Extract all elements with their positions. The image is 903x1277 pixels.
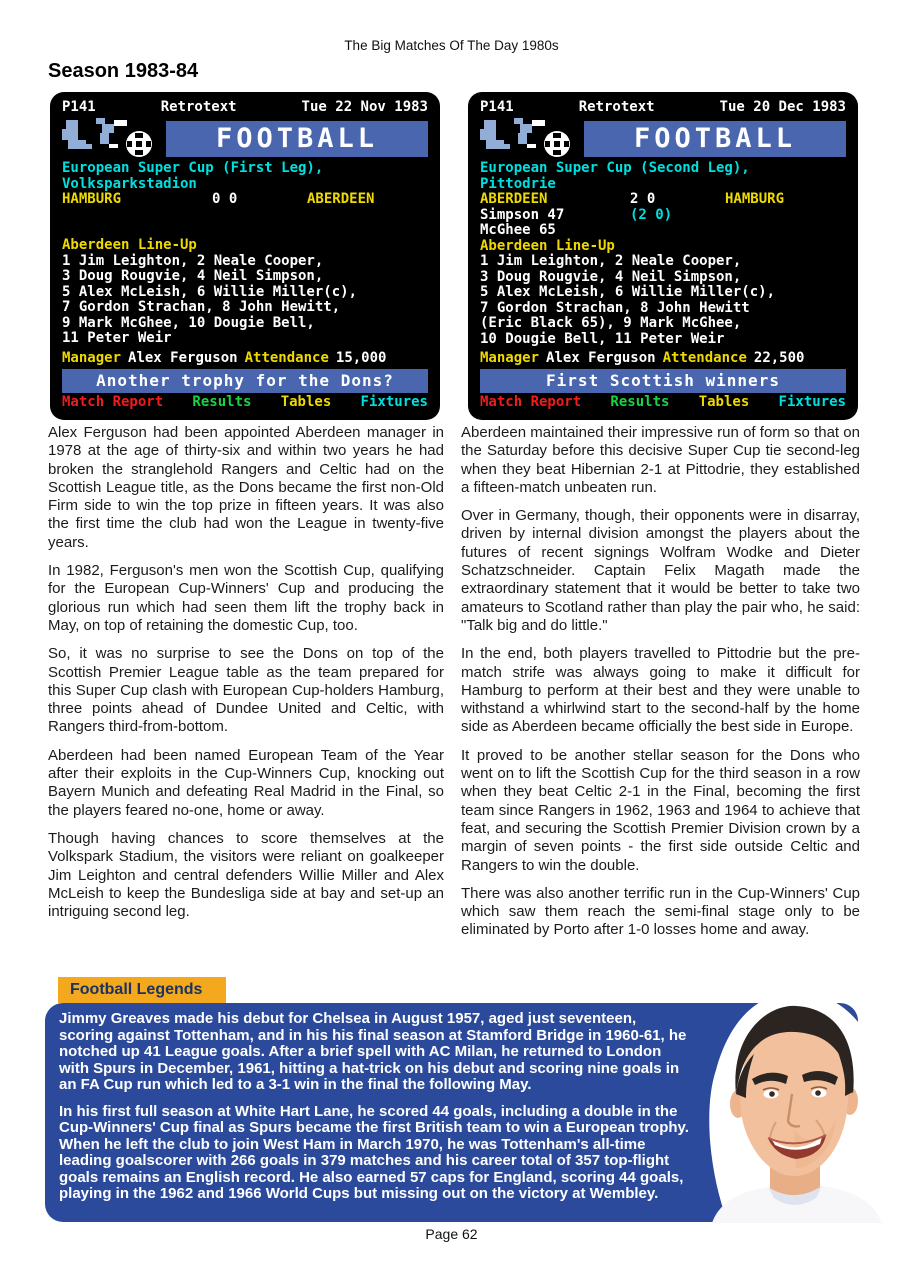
football-title-text: FOOTBALL (215, 123, 379, 155)
lineup-line: 9 Mark McGhee, 10 Dougie Bell, (62, 314, 315, 331)
teletext-service-name: Retrotext (160, 99, 237, 115)
score-row (62, 192, 428, 208)
teletext-logo-row (480, 118, 846, 160)
lineup-line: 1 Jim Leighton, 2 Neale Cooper, (62, 252, 324, 269)
football-boot-logo-icon (62, 118, 162, 160)
manager-label: Manager (62, 349, 122, 366)
fastext-link-tables: Tables (280, 394, 332, 410)
score-area (62, 192, 428, 238)
teletext-page-number: P141 (480, 99, 514, 115)
fastext-nav (480, 395, 846, 412)
legends-text (59, 1011, 691, 1203)
scorer: Simpson 47 (480, 206, 565, 223)
attendance-value: 22,500 (753, 349, 805, 366)
score-row (480, 192, 846, 208)
fastext-link-fixtures: Fixtures (360, 394, 428, 410)
manager-name: Alex Ferguson (128, 349, 238, 366)
lineup-line: 10 Dougie Bell, 11 Peter Weir (480, 330, 725, 347)
football-boot-logo-icon (480, 118, 580, 160)
teletext-service-name: Retrotext (578, 99, 655, 115)
competition-line: European Super Cup (First Leg), (62, 160, 324, 176)
lineup-line: 7 Gordon Strachan, 8 John Hewitt (480, 299, 750, 316)
page-title: Season 1983-84 (48, 60, 199, 82)
football-title-bar (584, 121, 846, 157)
legends-paragraph: In his first full season at White Hart Lane, he scored 44 goals, including a double in the Cup-Winners' Cup final as Spurs became the first British team to win a European trophy. When he left the club to join West Ham in March 1970, he was Tottenham's all-time leading goalscorer with 266 goals in 379 matches and his career total of 357 top-flight goals remains an English record. He also earned 57 caps for England, scoring 44 goals, playing in the 1962 and 1966 World Cups but missing out on the victory at Wembley. (59, 1102, 689, 1202)
article-column-right (461, 424, 860, 950)
lineup-line: 3 Doug Rougvie, 4 Neil Simpson, (480, 268, 742, 285)
article-column-left (48, 424, 444, 931)
teletext-logo-row (62, 118, 428, 160)
venue-line: Volksparkstadion (62, 175, 197, 192)
legends-paragraph: Jimmy Greaves made his debut for Chelsea in August 1957, aged just seventeen, scoring against Tottenham, and in his his final season at Stamford Bridge in 1960-61, he notched up 41 League goals. After a brief spell with AC Milan, he returned to London with Spurs in December, 1961, hitting a hat-trick on his debut and scoring nine goals in an FA Cup run which led to a 3-1 win in the final the following May. (59, 1010, 687, 1093)
fastext-link-results: Results (192, 394, 252, 410)
attendance-label: Attendance (662, 349, 747, 366)
home-team: HAMBURG (62, 191, 122, 207)
manager-attendance-row (62, 351, 428, 367)
football-title-bar (166, 121, 428, 157)
lineup-line: 3 Doug Rougvie, 4 Neil Simpson, (62, 268, 324, 285)
aggregate-score: (2 0) (630, 206, 673, 223)
score: 0 0 (212, 191, 238, 207)
attendance-label: Attendance (244, 349, 329, 366)
headline-bar: First Scottish winners (480, 369, 846, 393)
legends-banner: Football Legends (58, 977, 226, 1003)
attendance-value: 15,000 (335, 349, 387, 366)
scorer-row (480, 223, 846, 239)
manager-name: Alex Ferguson (546, 349, 656, 366)
fastext-link-tables: Tables (698, 394, 750, 410)
fastext-link-match-report: Match Report (62, 394, 164, 410)
home-team: ABERDEEN (480, 191, 548, 207)
teletext-panel-second-leg (468, 92, 858, 420)
paragraph: Aberdeen had been named European Team of the Year after their exploits in the Cup-Winners Cup, knocking out Bayern Munich and defeating Real Madrid in the Final, so the players feared no-one, home or away. (48, 746, 444, 819)
headline-bar: Another trophy for the Dons? (62, 369, 428, 393)
paragraph: There was also another terrific run in the Cup-Winners' Cup which saw them reach the semi-final stage only to be eliminated by Porto after 1-0 losses home and away. (461, 884, 860, 939)
fastext-nav (62, 395, 428, 412)
fastext-link-fixtures: Fixtures (778, 394, 846, 410)
teletext-header-row (480, 100, 846, 116)
away-team: HAMBURG (725, 191, 785, 207)
lineup-line: 5 Alex McLeish, 6 Willie Miller(c), (62, 283, 358, 300)
page-number: Page 62 (425, 1226, 478, 1242)
teletext-date: Tue 22 Nov 1983 (301, 99, 428, 115)
teletext-panel-first-leg (50, 92, 440, 420)
competition-line: European Super Cup (Second Leg), (480, 160, 750, 176)
scorer-row (480, 208, 846, 224)
paragraph: Aberdeen maintained their impressive run of form so that on the Saturday before this decisive Super Cup tie second-leg when they beat Hibernian 2-1 at Pittodrie, they established a fifteen-match unbeaten run. (461, 424, 860, 496)
fastext-link-match-report: Match Report (480, 394, 582, 410)
lineup-line: 11 Peter Weir (62, 330, 172, 347)
lineup-title: Aberdeen Line-Up (480, 237, 615, 254)
score: 2 0 (630, 191, 656, 207)
teletext-header-row (62, 100, 428, 116)
paragraph: Though having chances to score themselves at the Volkspark Stadium, the visitors were reliant on goalkeeper Jim Leighton and central defenders Willie Miller and Alex McLeish to keep the Bundesliga side at bay and set-up an intriguing second leg. (48, 829, 444, 921)
paragraph: Over in Germany, though, their opponents were in disarray, driven by internal division amongst the players about the futures of recent signings Wolfram Wodke and Dieter Schatzschneider. Captain Felix Magath made the extraordinary statement that it would be better to take two amateurs to Scotland rather than play the pair who, he said: "Talk big and do little." (461, 507, 860, 634)
football-title-text: FOOTBALL (633, 123, 797, 155)
lineup-line: 1 Jim Leighton, 2 Neale Cooper, (480, 253, 742, 269)
teletext-page-number: P141 (62, 99, 96, 115)
paragraph: In the end, both players travelled to Pittodrie but the pre-match strife was always going to make it difficult for Hamburg to perform at their best and they were unable to withstand a whirlwind start to the second-half by the home side as Aberdeen became officially the best side in Europe. (461, 645, 860, 736)
paragraph: Alex Ferguson had been appointed Aberdeen manager in 1978 at the age of thirty-six and within two years he had broken the stranglehold Rangers and Celtic had on the Scottish League title, as the Dons became the first non-Old Firm side to win the top prize in fifteen years. It was also the first time the club had won the League in twenty-five years. (48, 424, 444, 551)
lineup-line: 7 Gordon Strachan, 8 John Hewitt, (62, 299, 341, 316)
paragraph: In 1982, Ferguson's men won the Scottish Cup, qualifying for the European Cup-Winners' Cup and producing the glorious run which had seen them lift the trophy back in May, on top of retaining the domestic Cup, too. (48, 562, 444, 634)
paragraph: It proved to be another stellar season for the Dons who went on to lift the Scottish Cup for the third season in a row when they beat Celtic 2-1 in the Final, becoming the first team since Rangers in 1962, 1963 and 1964 to achieve that feat, and securing the Scottish Premier Division crown by a margin of seven points - the first side outside Celtic and Rangers to win the double. (461, 746, 860, 874)
scorer: McGhee 65 (480, 222, 556, 238)
score-area (480, 192, 846, 239)
teletext-date: Tue 20 Dec 1983 (719, 99, 846, 115)
away-team: ABERDEEN (307, 191, 375, 207)
venue-line: Pittodrie (480, 175, 556, 192)
fastext-link-results: Results (610, 394, 670, 410)
lineup-line: (Eric Black 65), 9 Mark McGhee, (480, 315, 742, 331)
manager-label: Manager (480, 349, 540, 366)
jimmy-greaves-portrait (678, 980, 903, 1223)
book-header: The Big Matches Of The Day 1980s (344, 38, 559, 53)
paragraph: So, it was no surprise to see the Dons on top of the Scottish Premier League table as the team prepared for this Super Cup clash with European Cup-holders Hamburg, three points ahead of Dundee United and Celtic, with Rangers third-from-bottom. (48, 645, 444, 736)
lineup-line: 5 Alex McLeish, 6 Willie Miller(c), (480, 284, 776, 300)
lineup-title: Aberdeen Line-Up (62, 237, 197, 254)
manager-attendance-row (480, 351, 846, 367)
